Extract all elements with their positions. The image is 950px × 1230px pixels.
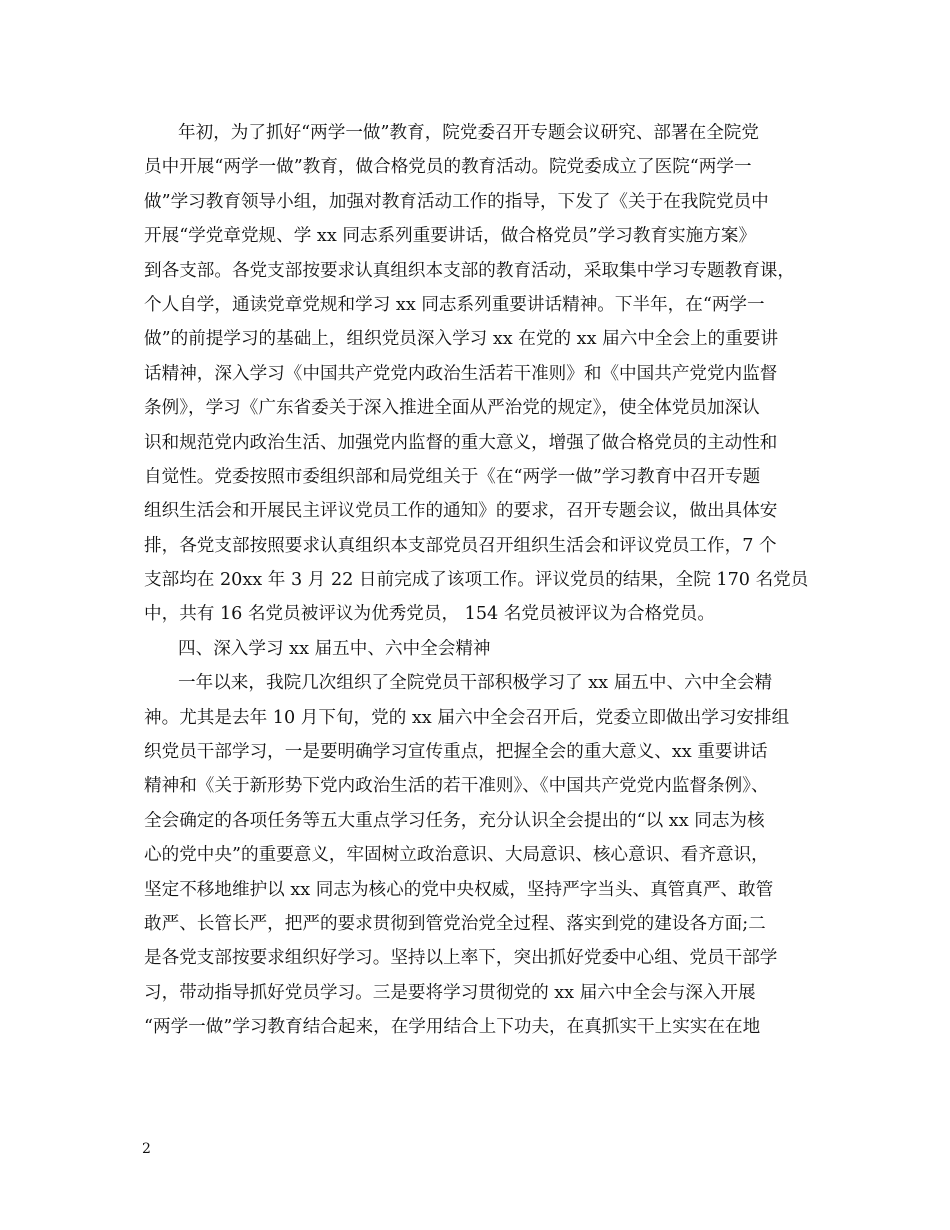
section-heading: 四、深入学习 xx 届五中、六中全会精神 xyxy=(178,638,491,659)
paragraph-line: 开展“学党章党规、学 xx 同志系列重要讲话，做合格党员”学习教育实施方案》 xyxy=(144,226,757,247)
page-number: 2 xyxy=(142,1141,151,1157)
paragraph-line: 个人自学，通读党章党规和学习 xx 同志系列重要讲话精神。下半年，在“两学一 xyxy=(144,294,765,315)
paragraph-line: 条例》，学习《广东省委关于深入推进全面从严治党的规定》，使全体党员加深认 xyxy=(144,398,760,419)
paragraph-line: 织党员干部学习，一是要明确学习宣传重点，把握全会的重大意义、xx 重要讲话 xyxy=(144,742,768,763)
paragraph-line: 做”的前提学习的基础上，组织党员深入学习 xx 在党的 xx 届六中全会上的重要讲 xyxy=(144,329,779,350)
paragraph-line: 做”学习教育领导小组，加强对教育活动工作的指导，下发了《关于在我院党员中 xyxy=(144,191,769,212)
paragraph-line: 排，各党支部按照要求认真组织本支部党员召开组织生活会和评议党员工作，7 个 xyxy=(144,535,777,556)
paragraph-line: 自觉性。党委按照市委组织部和局党组关于《在“两学一做”学习教育中召开专题 xyxy=(144,466,761,487)
paragraph-line: 到各支部。各党支部按要求认真组织本支部的教育活动，采取集中学习专题教育课， xyxy=(144,260,795,281)
paragraph-line: 年初，为了抓好“两学一做”教育，院党委召开专题会议研究、部署在全院党 xyxy=(178,123,759,143)
paragraph-line: “两学一做”学习教育结合起来，在学用结合上下功夫，在真抓实干上实实在在地 xyxy=(144,1017,761,1038)
paragraph-line: 神。尤其是去年 10 月下旬，党的 xx 届六中全会召开后，党委立即做出学习安排组 xyxy=(144,707,790,728)
paragraph-line: 员中开展“两学一做”教育，做合格党员的教育活动。院党委成立了医院“两学一 xyxy=(144,157,752,178)
paragraph-line: 心的党中央”的重要意义，牢固树立政治意识、大局意识、核心意识、看齐意识， xyxy=(144,845,769,866)
paragraph-line: 全会确定的各项任务等五大重点学习任务，充分认识全会提出的“以 xx 同志为核 xyxy=(144,810,765,831)
paragraph-line: 坚定不移地维护以 xx 同志为核心的党中央权威，坚持严字当头、真管真严、敢管 xyxy=(144,879,774,900)
paragraph-line: 组织生活会和开展民主评议党员工作的通知》的要求，召开专题会议，做出具体安 xyxy=(144,501,778,522)
paragraph-line: 习，带动指导抓好党员学习。三是要将学习贯彻党的 xx 届六中全会与深入开展 xyxy=(144,982,756,1003)
paragraph-line: 支部均在 20xx 年 3 月 22 日前完成了该项工作。评议党员的结果，全院 170 名党员 xyxy=(144,570,809,591)
paragraph-line: 一年以来，我院几次组织了全院党员干部积极学习了 xx 届五中、六中全会精 xyxy=(178,673,773,694)
document-body xyxy=(144,116,824,1045)
paragraph-line: 敢严、长管长严，把严的要求贯彻到管党治党全过程、落实到党的建设各方面;二 xyxy=(144,913,766,934)
paragraph-line: 识和规范党内政治生活、加强党内监督的重大意义，增强了做合格党员的主动性和 xyxy=(144,432,778,453)
paragraph-line: 中，共有 16 名党员被评议为优秀党员， 154 名党员被评议为合格党员。 xyxy=(144,604,715,625)
paragraph-line: 话精神，深入学习《中国共产党党内政治生活若干准则》和《中国共产党党内监督 xyxy=(144,363,778,384)
paragraph-line: 是各党支部按要求组织好学习。坚持以上率下，突出抓好党委中心组、党员干部学 xyxy=(144,948,778,969)
paragraph-line: 精神和《关于新形势下党内政治生活的若干准则》、《中国共产党党内监督条例》、 xyxy=(144,776,769,797)
